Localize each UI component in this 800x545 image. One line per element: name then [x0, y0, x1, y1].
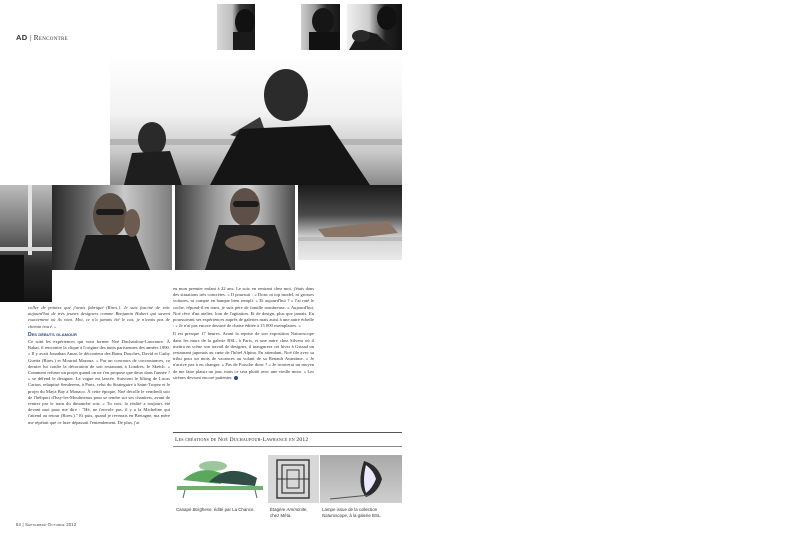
sofa-icon [173, 452, 266, 502]
main-scene [110, 55, 402, 185]
magazine-brand: AD [16, 33, 28, 42]
caption-lamp: Lampe issue de la collection Naturoscope, à la galerie BSL. [322, 507, 382, 518]
portrait-silhouette [301, 4, 340, 50]
hands-on-table [298, 185, 402, 260]
footer-separator: | [22, 522, 26, 527]
portrait-silhouette [217, 4, 255, 50]
photo-left-edge [0, 185, 52, 302]
window-frame [0, 185, 52, 302]
issue-date: Septembre-Octobre 2012 [25, 522, 77, 527]
section-rule-top [173, 432, 402, 433]
paragraph: coller de pointes que j'avais fabriqué (Rires.). Je suis fasciné de voir aujourd'hui de très jeunes designers comme Benjamin Hubert qui savent exactement où ils vont. Moi, ce n'a jamais été le cas, je n'avais pas de chemin tracé. » [28, 305, 170, 329]
photo-top-1 [217, 4, 255, 50]
photo-top-3 [347, 4, 402, 50]
creations-title: Les créations de Noé Duchaufour-Lawrance en 2012 [175, 437, 309, 443]
paragraph: eu mon premier enfant à 22 ans. Le soir, en rentrant chez moi, j'étais dans des situations très concrètes. » Il poursuit : « Donc ni top model, ni grosses voitures, ni compte en banque bien rempli. » Et aujourd'hui ? « J'ai raté le coche, répond-il en riant, je suis père de famille nombreuse. » Aujourd'hui, Noé rêve d'un atelier, loin de l'agitation. Et de design, plus que jamais. En poursuivant ses expériences auprès de galeries mais aussi à une autre échelle : « Je n'ai pas encore dessiné de chaise éditée à 15 000 exemplaires. » [173, 286, 314, 329]
page-number: 84 [16, 522, 22, 527]
header-separator: | [29, 33, 34, 42]
photo-top-2 [301, 4, 340, 50]
sofa-image [173, 452, 266, 502]
article-subhead: Des débuts glamour [28, 331, 77, 338]
shelf-icon [268, 455, 319, 503]
paragraph: Ce sont les expériences qui vont former Noé Duchaufour-Lawrance. À Rabat, il rencontre la clique à l'origine des nuits parisiennes des années 1990. « Il y avait Jonathan Amar, le décorateur des Bains Douches, David et Cathy Guetta (Rires.) et Mourad Mazouz. » Par un concours de circonstances, ce dernier lui confie la décoration de son restaurant à Londres, le Sketch. « Comment refuser un projet quand on ne t'en propose que deux dans l'année ? » se défend le designer. La vague est lancée. Suivront le lifting de Lucas Carton, rehaptisé Senderens, à Paris, celui du Strategaire à Saint-Tropez et le projet du Maya Bay à Monaco. À cette époque, Noé décolle le vendredi soir de l'héliport d'Issy-les-Moulineaux pour se rendre sur ses chantiers, avant de rentrer par le train du dimanche soir. « Tu vois, la réalité a toujours été devant moi pour me dire : "Hé, ne t'envole pas, il y a la Micheline qui t'attend au retour (Rires.)." Et puis, quand je revenais en Bretagne, ma mère me répétait que ce luxe dépassait l'entendement. De plus, j'ai [28, 339, 170, 425]
caption-shelf: Étagère Ammonite, chez Méta. [270, 507, 308, 518]
lamp-image [320, 455, 402, 503]
portrait-hands-clasped [175, 185, 295, 270]
hands-silhouette [347, 4, 402, 50]
portrait-head-in-hand [52, 185, 172, 270]
paragraph-text: Il est presque 17 heures. Avant la reprise de son exposition Naturoscope dans les murs de la galerie BSL, à Paris, et une autre chez Silvera où il mettra en scène son travail de designer, il inaugurera cet hiver à Gstaad un restaurant japonais au cœur de l'hôtel Alpina. En attendant, Noé file avec sa tribu pour un mois de vacances au volant de sa Renault Avantime. « Je n'arrive pas à en changer. » Pas de Porsche donc ? « Je trouverai un moyen de me faire plaisir un jour, mais ce sera plutôt avec une vieille moto. » Les sirènes devront encore patienter. [173, 331, 314, 380]
photo-man-glasses-2 [175, 185, 295, 270]
shelf-image [268, 455, 319, 503]
end-mark-icon [234, 376, 238, 380]
lamp-icon [320, 455, 402, 503]
article-column-1 [28, 305, 170, 428]
paragraph [173, 331, 314, 381]
photo-hands-table [298, 185, 402, 260]
caption-sofa: Canapé Borghese, édité par La Chance. [176, 507, 255, 512]
photo-man-glasses-1 [52, 185, 172, 270]
photo-main [110, 55, 402, 185]
section-name: Rencontre [33, 33, 68, 42]
section-header [16, 33, 68, 42]
section-rule-bottom [173, 446, 402, 447]
article-column-2 [173, 286, 314, 383]
page-footer [16, 522, 76, 527]
